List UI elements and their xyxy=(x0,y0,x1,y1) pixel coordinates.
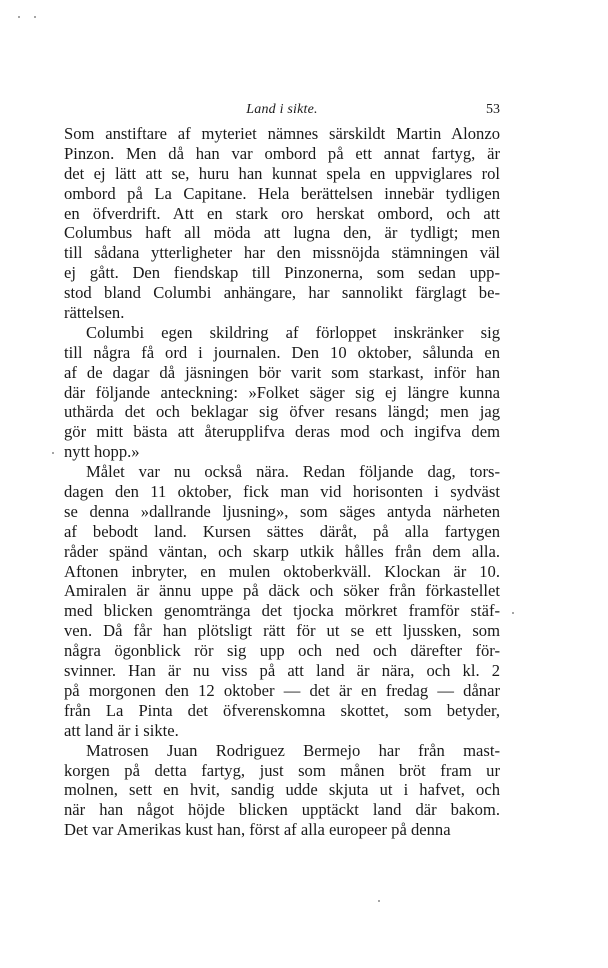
text-line: stod bland Columbi anhängare, har sannolikt färglagt be- xyxy=(64,283,500,303)
text-line: nytt hopp.» xyxy=(64,442,140,462)
text-line: Matrosen Juan Rodriguez Bermejo har från mast- xyxy=(86,740,500,760)
text-line: Columbi egen skildring af förloppet inskränker sig xyxy=(86,322,500,342)
text-line: af bebodt land. Kursen sättes däråt, på alla fartygen xyxy=(64,521,500,541)
text-line: Aftonen inbryter, en mulen oktoberkväll. Klockan är 10. xyxy=(64,561,500,581)
text-line: när han något höjde blicken upptäckt land där bakom. xyxy=(64,800,500,820)
scan-speck xyxy=(34,16,36,18)
text-line: Som anstiftare af myteriet nämnes särskildt Martin Alonzo xyxy=(64,124,500,143)
text-line: af de dagar då jäsningen bör varit som starkast, inför han xyxy=(64,362,500,382)
paragraph xyxy=(64,462,500,740)
text-line: det ej lätt att se, huru han kunnat spela en uppviglares rol xyxy=(64,163,500,183)
text-line: Amiralen är ännu uppe på däck och söker från förkastellet xyxy=(64,581,500,601)
text-line: gör mitt bästa att återupplifva deras mod och ingifva dem xyxy=(64,422,500,442)
scan-speck xyxy=(378,900,380,902)
text-line: en öfverdrift. Att en stark oro herskat ombord, och att xyxy=(64,203,500,223)
page-header xyxy=(64,96,500,124)
text-line: svinner. Han är nu viss på att land är nära, och kl. 2 xyxy=(64,661,500,681)
paragraph xyxy=(64,124,500,323)
book-page xyxy=(64,96,500,840)
text-line: med blicken genomtränga det tjocka mörkret framför stäf- xyxy=(64,601,500,621)
text-line: Målet var nu också nära. Redan följande dag, tors- xyxy=(86,462,500,482)
text-line: korgen på detta fartyg, just som månen bröt fram ur xyxy=(64,760,500,780)
text-line: att land är i sikte. xyxy=(64,720,179,740)
text-line: Det var Amerikas kust han, först af alla europeer på denna xyxy=(64,820,451,840)
text-line: rättelsen. xyxy=(64,303,125,323)
text-line: Columbus haft all möda att lugna den, är tydligt; men xyxy=(64,223,500,243)
text-line: från La Pinta det öfverenskomna skottet, som betyder, xyxy=(64,700,500,720)
scan-speck xyxy=(512,612,514,614)
running-title: Land i sikte. xyxy=(246,102,318,117)
scan-speck xyxy=(18,16,20,18)
paragraph xyxy=(64,741,500,840)
text-line: där följande anteckning: »Folket säger sig ej längre kunna xyxy=(64,382,500,402)
text-line: några ögonblick rör sig upp och ned och därefter för- xyxy=(64,641,500,661)
text-line: till några få ord i journalen. Den 10 oktober, sålunda en xyxy=(64,342,500,362)
page-number: 53 xyxy=(486,102,500,117)
text-line: molnen, sett en hvit, sandig udde skjuta ut i hafvet, och xyxy=(64,780,500,800)
text-line: ej gått. Den fiendskap till Pinzonerna, som sedan upp- xyxy=(64,263,500,283)
text-line: till sådana ytterligheter har den missnöjda stämningen väl xyxy=(64,243,500,263)
text-line: Pinzon. Men då han var ombord på ett annat fartyg, är xyxy=(64,143,500,163)
text-line: på morgonen den 12 oktober — det är en fredag — dånar xyxy=(64,680,500,700)
text-line: uthärda det och beklagar sig öfver resans längd; men jag xyxy=(64,402,500,422)
text-line: dagen den 11 oktober, fick man vid horisonten i sydväst xyxy=(64,482,500,502)
text-line: ven. Då får han plötsligt rätt för ut se ett ljussken, som xyxy=(64,621,500,641)
paragraph xyxy=(64,323,500,462)
body-text xyxy=(64,124,500,840)
scan-speck xyxy=(52,452,54,454)
text-line: se denna »dallrande ljusning», som säges antyda närheten xyxy=(64,501,500,521)
text-line: ombord på La Capitane. Hela berättelsen innebär tydligen xyxy=(64,183,500,203)
text-line: råder spänd väntan, och skarp utkik hålles från dem alla. xyxy=(64,541,500,561)
